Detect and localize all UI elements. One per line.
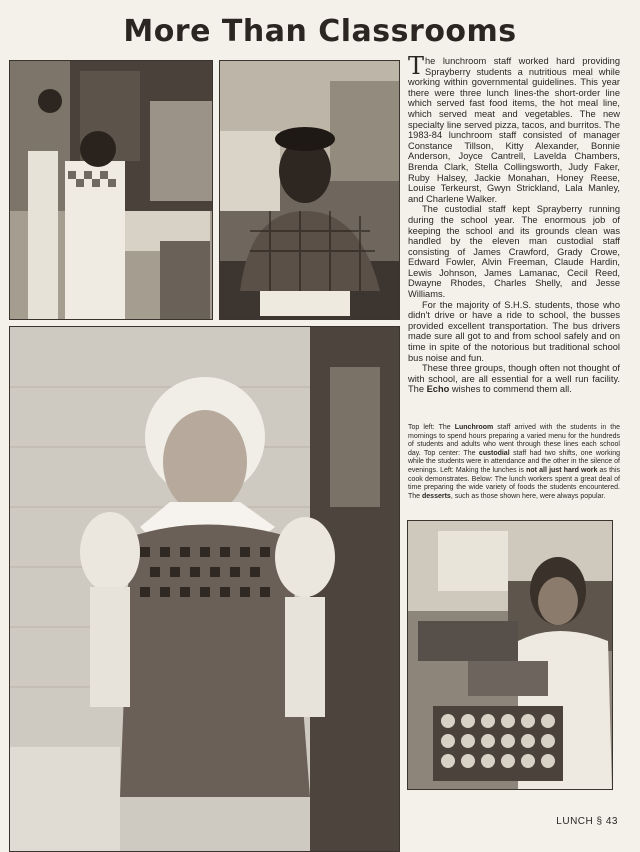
custodian-photo <box>219 60 400 320</box>
photo-captions <box>408 424 620 501</box>
drop-cap: T <box>408 52 425 80</box>
article-paragraph-text: he lunchroom staff worked hard providing Sprayberry students a nutritious meal while working within governmental guidelines. This year there were three lunch lines-the short-order line which served fast food items, the hot meal line, which served meat and vegetables. The new specialty line served pizza, tacos, and burritos. The 1983-84 lunchroom staff consisted of manager Constance Tillson, Kitty Alexander, Bonnie Anderson, Joyce Cantrell, Lavelda Chambers, Brenda Clark, Stella Collingsworth, Judy Faker, Ruby Halsey, Jackie Monahan, Honey Reese, Louise Terkeurst, Gwyn Strickland, Lala Manley, and Charlene Walker. <box>408 56 620 204</box>
article-paragraph: The custodial staff kept Sprayberry running during the school year. The enormous job of keeping the school and its grounds clean was handled by the eleven man custodial staff consisting of James Crawford, Grady Crowe, Edward Fowler, Alvin Freeman, Claude Hardin, Lewis Johnson, James Lamanac, Cecil Reed, Dwayne Rhodes, Charles Shelly, and Jesse Williams. <box>408 204 620 300</box>
article-paragraph <box>408 363 620 395</box>
caption-bold: desserts <box>422 492 451 500</box>
cook-with-floured-hands-photo <box>9 326 400 852</box>
caption-bold: not all just hard work <box>526 466 598 474</box>
page-folio: LUNCH § 43 <box>556 816 618 827</box>
page-title: More Than Classrooms <box>123 14 517 49</box>
article-paragraph <box>408 52 620 204</box>
caption-text: staff arrived with the students in the mornings to spend hours preparing a varied menu for the hundreds of students and adults who went through these lines each school day. Top center: The <box>408 424 621 457</box>
lunch-worker-with-dessert-trays-photo <box>407 520 613 790</box>
caption-text: staff had two shifts, one working while the students were in attendance and the other in the silence of evenings. Left: Making the lunches is <box>408 449 620 474</box>
caption-text: as this cook demonstrates. Below: The lunch workers spent a great deal of time preparing the wide variety of foods the students encountered. The <box>408 466 620 500</box>
lunchroom-staff-photo <box>9 60 213 320</box>
article-body <box>408 52 620 395</box>
caption-bold: custodial <box>478 449 510 457</box>
article-paragraph: For the majority of S.H.S. students, those who didn't drive or have a ride to school, the busses provided excellent transportation. The bus drivers made sure all got to and from school safely and on time in spite of the notorious but traditional school bus noise and fun. <box>408 299 620 363</box>
caption-bold: Lunchroom <box>454 424 494 431</box>
article-paragraph-text: wishes to commend them all. <box>449 384 572 395</box>
article-paragraph-text: These three groups, though often not thought of with school, are all essential for a well run facility. The <box>408 363 620 395</box>
echo-name: Echo <box>426 384 450 395</box>
caption-text: Top left: The <box>408 424 455 431</box>
caption-text: , such as those shown here, were always popular. <box>450 492 606 500</box>
